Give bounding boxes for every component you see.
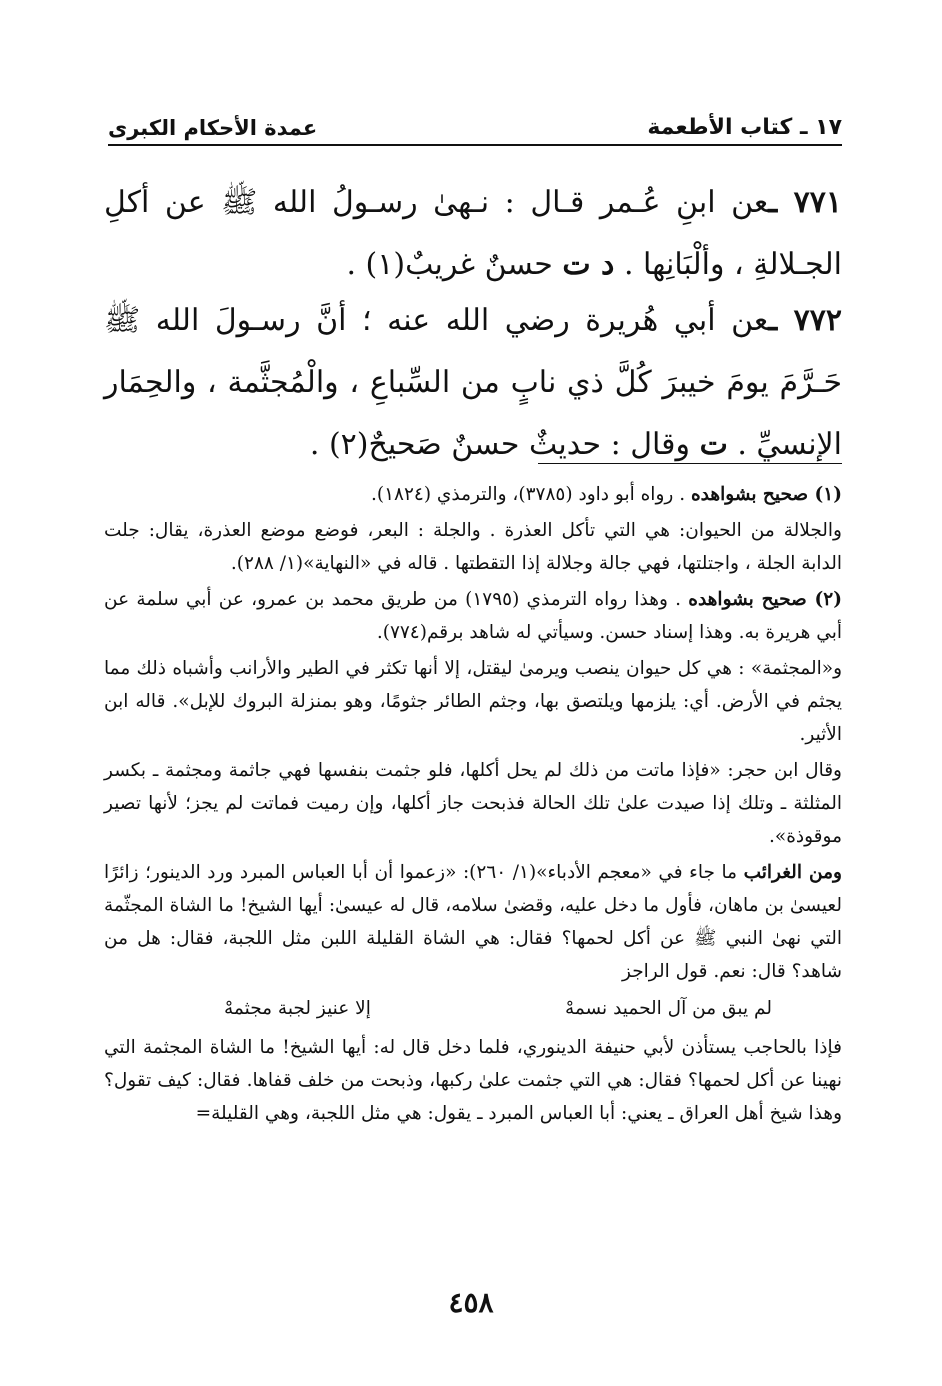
source-code: د ت (562, 247, 615, 282)
footnote-jalala: والجلالة من الحيوان: هي التي تأكل العذرة . والجلة : البعر، فوضع موضع العذرة، يقال: جلت الدابة الجلة ، واجتلتها، فهي جالة وجلالة إذا التقطتها . قاله في «النهاية»(١/ ٢٨٨). (104, 520, 842, 574)
hadith-number: ٧٧٢ ـ (768, 303, 842, 338)
footnote-1-text: . رواه أبو داود (٣٧٨٥)، والترمذي (١٨٢٤). (370, 484, 686, 505)
footnote-mujaththama: و«المجثمة» : هي كل حيوان ينصب ويرمىٰ ليقتل، إلا أنها تكثر في الطير والأرانب وأشباه ذلك مما يجثم في الأرض. أي: يلزمها ويلتصق بها، وجثم الطائر جثومًا، وهو بمنزلة البروك للإبل». قاله ابن الأثير. (104, 658, 842, 745)
footnote-gharaib-text: ما جاء في «معجم الأدباء»(١/ ٢٦٠): «زعموا أن أبا العباس المبرد ورد الدينور؛ زائرًا لعيسىٰ بن ماهان، فأول ما دخل عليه، وقضىٰ سلامه، قال له عيسىٰ: أيها الشيخ! ما الشاة المجثّمة التي نهىٰ النبي ﷺ عن أكل لحمها؟ فقال: هي الشاة القليلة اللبن مثل اللجبة، فقال: هل من شاهد؟ قال: نعم. قول الراجز (104, 862, 842, 982)
source-code: ت (699, 427, 728, 462)
hadith-text: عن ابنِ عُـمر قـال : نـهىٰ رسـولُ الله ﷺ عن أكلِ الجـلالةِ ، وألْبَانِها . (104, 185, 842, 282)
footnote-continuation: فإذا بالحاجب يستأذن لأبي حنيفة الدينوري، فلما دخل قال له: أيها الشيخ! ما الشاة المجثمة التي نهينا عن أكل لحمها؟ فقال: هي التي جثمت علىٰ ركبها، وذبحت من خلف قفاها. فقال: كيف تقول؟ وهذا شيخ أهل العراق ـ يعني: أبا العباس المبرد ـ يقول: هي مثل اللجبة، وهي القليلة= (104, 1037, 842, 1124)
hadith-772 (104, 290, 842, 476)
chapter-title: ١٧ ـ كتاب الأطعمة (647, 115, 842, 140)
hadith-grade: حسنٌ غريبٌ(١) . (346, 247, 553, 282)
footnote-1 (104, 478, 842, 511)
hadith-grade: وقال : حديثٌ حسنٌ صَحيحٌ(٢) . (309, 427, 691, 462)
verse-second-hemistich: إلا عنيز لجبة مجثمهْ (224, 998, 371, 1019)
footnote-2-text: . وهذا رواه الترمذي (١٧٩٥) من طريق محمد بن عمرو، عن أبي سلمة عن أبي هريرة به. وهذا إسناد حسن. وسيأتي له شاهد برقم(٧٧٤). (104, 589, 842, 643)
footnote-2-head: (٢) صحيح بشواهده (688, 589, 842, 610)
footnote-gharaib-head: ومن الغرائب (743, 862, 842, 883)
running-header (108, 100, 842, 146)
hadith-text: عن أبي هُريرة رضي الله عنه ؛ أنَّ رسـولَ الله ﷺ حَـرَّمَ يومَ خيبرَ كُلَّ ذي نابٍ من السِّباعِ ، والْمُجثَّمة ، والحِمَار الإنسيِّ . (104, 303, 842, 462)
footnotes (104, 478, 842, 1133)
hadith-number: ٧٧١ ـ (768, 185, 842, 220)
footnote-separator (538, 463, 842, 464)
footnote-ibn-hajar: وقال ابن حجر: «فإذا ماتت من ذلك لم يحل أكلها، فلو جثمت بنفسها فهي جاثمة ومجثمة ـ بكسر المثلثة ـ وتلك إذا صيدت علىٰ تلك الحالة فذبحت جاز أكلها، وإن رميت فماتت لم يجز؛ لأنها تصير موقوذة». (104, 760, 842, 847)
book-title: عمدة الأحكام الكبرى (108, 116, 318, 140)
hadith-771 (104, 172, 842, 296)
page-number: ٤٥٨ (448, 1286, 494, 1319)
footnote-2 (104, 583, 842, 649)
verse (104, 992, 842, 1025)
footnote-gharaib (104, 856, 842, 988)
verse-first-hemistich: لم يبق من آل الحميد نسمهْ (564, 998, 772, 1019)
footnote-1-head: (١) صحيح بشواهده (690, 484, 842, 505)
